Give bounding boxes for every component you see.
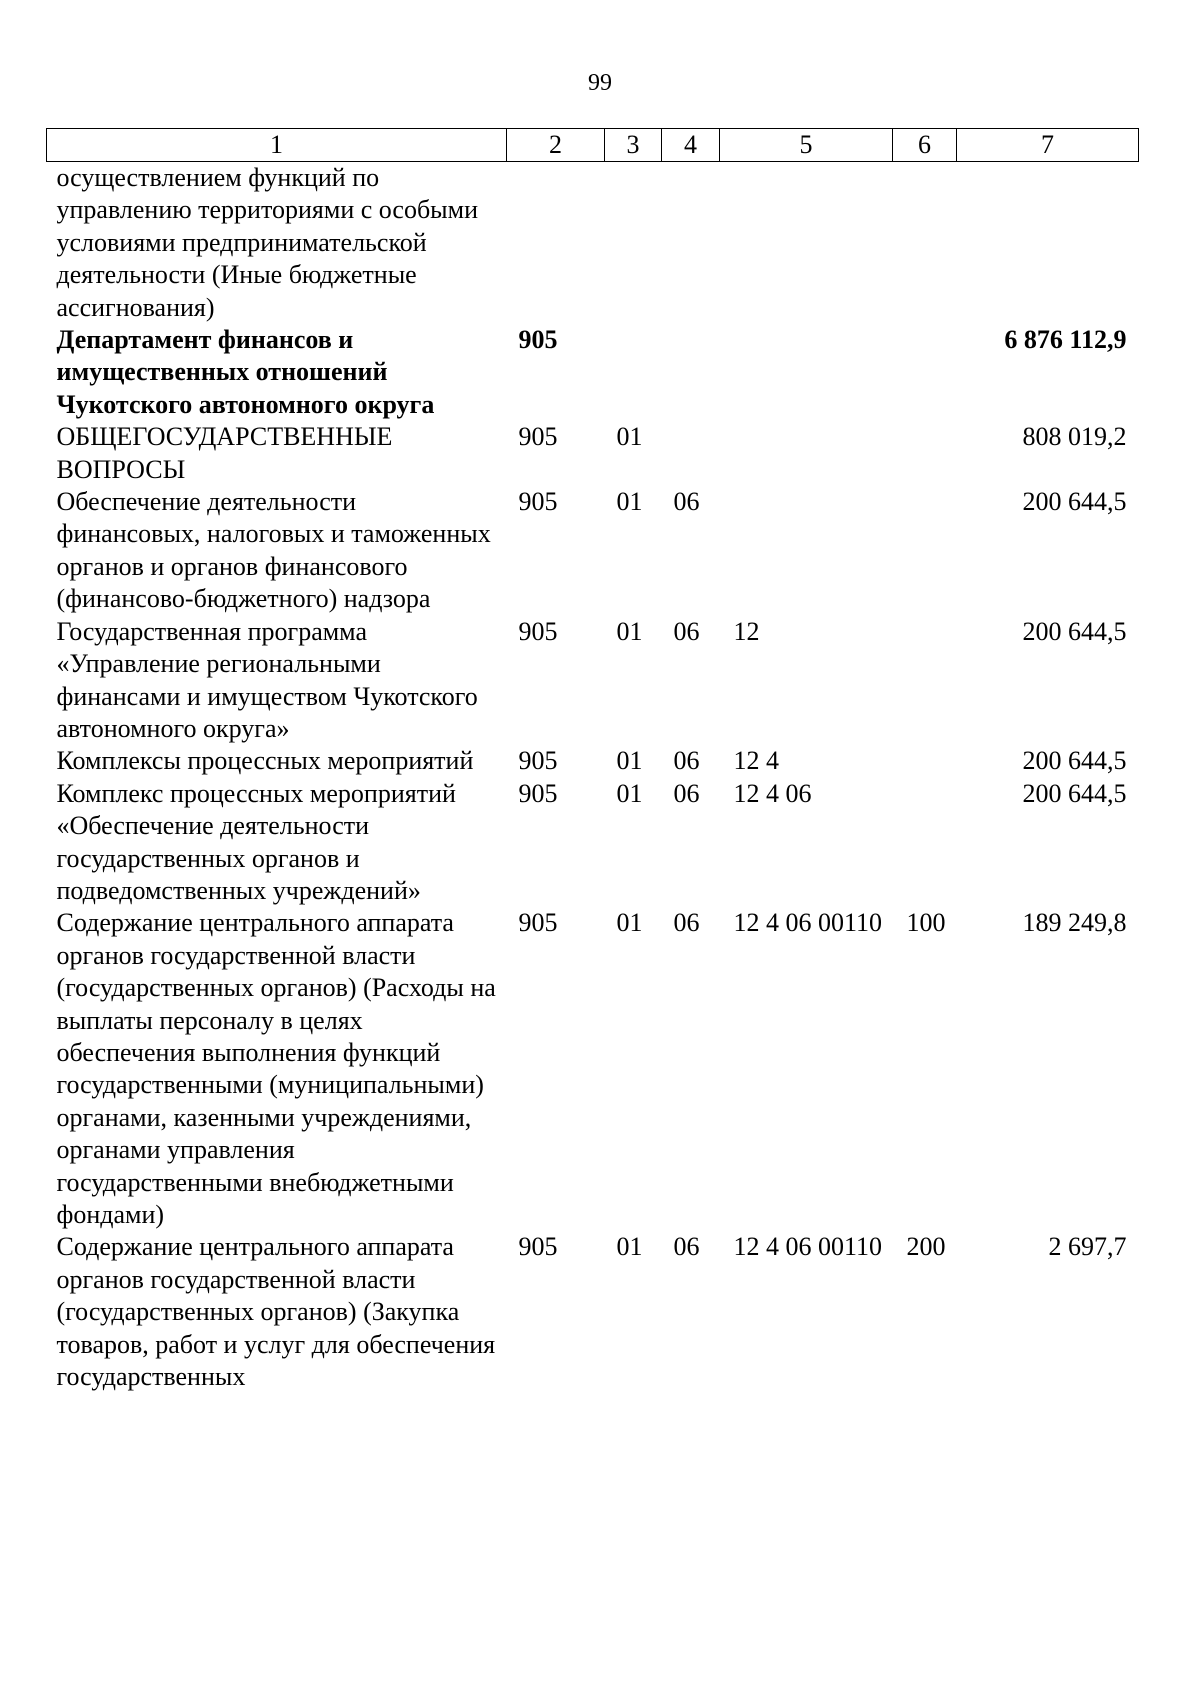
- ministry-code: 905: [518, 422, 558, 452]
- amount: 6 876 112,9: [1004, 325, 1127, 355]
- amount: 200 644,5: [1022, 487, 1127, 517]
- table-row: [47, 324, 1139, 421]
- column-header: 5: [720, 129, 893, 162]
- table-row: [47, 778, 1139, 908]
- item-name: Комплексы процессных мероприятий: [56, 746, 474, 776]
- subsection-code: [662, 162, 720, 325]
- table-row: [47, 745, 1139, 777]
- subsection-code: [662, 421, 720, 486]
- subsection-code: 06: [673, 616, 700, 646]
- target-article-code: 12: [733, 616, 760, 646]
- section-code: 01: [616, 746, 643, 776]
- section-code: 01: [616, 422, 643, 452]
- amount: 808 019,2: [1022, 422, 1127, 452]
- amount: 200 644,5: [1022, 616, 1127, 646]
- expense-type-code: 100: [906, 908, 946, 938]
- section-code: 01: [616, 908, 643, 938]
- subsection-code: 06: [673, 487, 700, 517]
- target-article-code: 12 4 06: [733, 778, 812, 808]
- subsection-code: 06: [673, 908, 700, 938]
- section-code: 01: [616, 1232, 643, 1262]
- target-article-code: 12 4 06 00110: [733, 1232, 883, 1262]
- column-header: 6: [893, 129, 957, 162]
- ministry-code: 905: [518, 746, 558, 776]
- ministry-code: 905: [518, 1232, 558, 1262]
- expense-type-code: [893, 486, 957, 616]
- amount: 200 644,5: [1022, 746, 1127, 776]
- target-article-code: 12 4 06 00110: [733, 908, 883, 938]
- section-code: 01: [616, 778, 643, 808]
- expense-type-code: [893, 421, 957, 486]
- page-number: 99: [588, 70, 612, 96]
- expense-type-code: [893, 745, 957, 777]
- item-name: Комплекс процессных мероприятий «Обеспечение деятельности государственных органов и подведомственных учреждений»: [56, 778, 456, 905]
- expense-type-code: [893, 778, 957, 908]
- ministry-code: [507, 162, 605, 325]
- target-article-code: [720, 421, 893, 486]
- expense-type-code: [893, 616, 957, 746]
- amount: [957, 162, 1139, 325]
- column-header: 7: [957, 129, 1139, 162]
- amount: 200 644,5: [1022, 778, 1127, 808]
- table-body: [47, 162, 1139, 1394]
- item-name: Департамент финансов и имущественных отношений Чукотского автономного округа: [56, 325, 435, 419]
- table-row: [47, 486, 1139, 616]
- amount: 2 697,7: [1048, 1232, 1127, 1262]
- ministry-code: 905: [518, 487, 558, 517]
- expense-type-code: 200: [906, 1232, 946, 1262]
- ministry-code: 905: [518, 616, 558, 646]
- target-article-code: [720, 324, 893, 421]
- ministry-code: 905: [518, 325, 558, 355]
- item-name: осуществлением функций по управлению территориями с особыми условиями предпринимательской деятельности (Иные бюджетные ассигнования): [56, 163, 479, 322]
- expense-type-code: [893, 324, 957, 421]
- section-code: [605, 162, 662, 325]
- item-name: ОБЩЕГОСУДАРСТВЕННЫЕ ВОПРОСЫ: [56, 422, 393, 484]
- column-header: 4: [662, 129, 720, 162]
- budget-table: [46, 128, 1139, 1393]
- column-numbers-row: [47, 129, 1139, 162]
- column-header: 1: [47, 129, 507, 162]
- column-header: 2: [507, 129, 605, 162]
- target-article-code: [720, 162, 893, 325]
- table-row: [47, 616, 1139, 746]
- ministry-code: 905: [518, 908, 558, 938]
- item-name: Обеспечение деятельности финансовых, налоговых и таможенных органов и органов финансового (финансово-бюджетного) надзора: [56, 487, 491, 614]
- target-article-code: 12 4: [733, 746, 779, 776]
- table-row: [47, 162, 1139, 325]
- section-code: [605, 324, 662, 421]
- table-row: [47, 1231, 1139, 1393]
- subsection-code: 06: [673, 1232, 700, 1262]
- section-code: 01: [616, 616, 643, 646]
- subsection-code: 06: [673, 746, 700, 776]
- table-row: [47, 907, 1139, 1231]
- target-article-code: [720, 486, 893, 616]
- ministry-code: 905: [518, 778, 558, 808]
- item-name: Содержание центрального аппарата органов государственной власти (государственных органов) (Закупка товаров, работ и услуг для обеспечения государственных: [56, 1232, 496, 1392]
- item-name: Государственная программа «Управление региональными финансами и имуществом Чукотского автономного округа»: [56, 616, 478, 743]
- table-row: [47, 421, 1139, 486]
- section-code: 01: [616, 487, 643, 517]
- item-name: Содержание центрального аппарата органов государственной власти (государственных органов) (Расходы на выплаты персоналу в целях обеспечения выполнения функций государственными (муниципальными) органами, казенными учреждениями, органами управления государственными внебюджетными фондами): [56, 908, 496, 1229]
- subsection-code: [662, 324, 720, 421]
- amount: 189 249,8: [1022, 908, 1127, 938]
- expense-type-code: [893, 162, 957, 325]
- subsection-code: 06: [673, 778, 700, 808]
- column-header: 3: [605, 129, 662, 162]
